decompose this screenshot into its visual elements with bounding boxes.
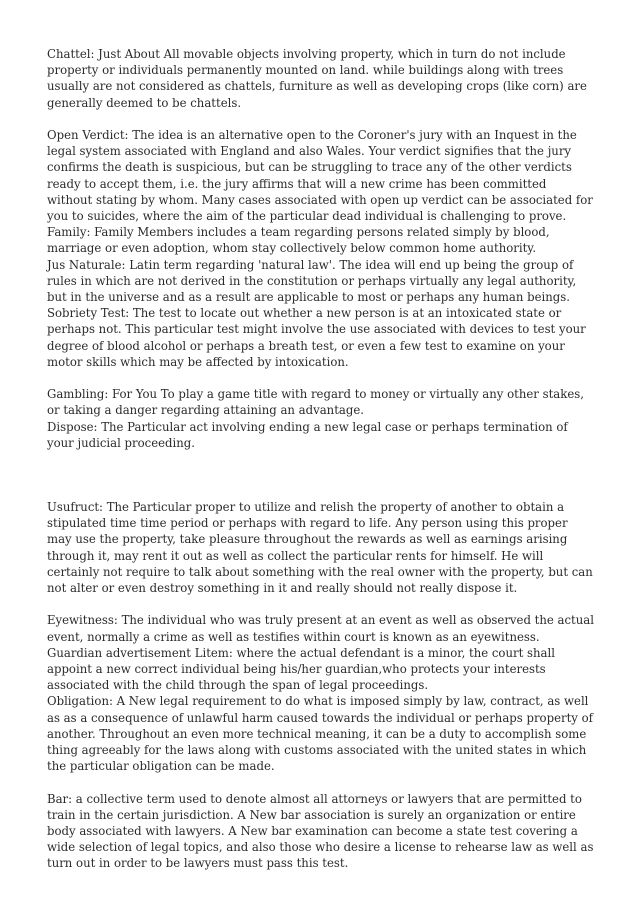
- paragraph-spacer: [47, 370, 595, 386]
- paragraph-spacer: [47, 596, 595, 612]
- definition-gambling: Gambling: For You To play a game title with regard to money or virtually any other stakes, or taking a danger regarding attaining an advantage.: [47, 387, 584, 418]
- definition-bar: Bar: a collective term used to denote almost all attorneys or lawyers that are permitted to train in the certain jurisdiction. A New bar association is surely an organization or entire body associated with lawyers. A New bar examination can become a state test covering a wide selection of legal topics, and also those who desire a license to rehearse law as well as turn out in order to be lawyers must pass this test.: [47, 791, 594, 871]
- definition-sobriety-test: Sobriety Test: The test to locate out whether a new person is at an intoxicated state or perhaps not. This particular test might involve the use associated with devices to test your degree of blood alcohol or perhaps a breath test, or even a few test to examine on your motor skills which may be affected by intoxication.: [47, 306, 586, 369]
- definition-usufruct: Usufruct: The Particular proper to utilize and relish the property of another to obtain a stipulated time time period or perhaps with regard to life. Any person using this proper may use the property, take pleasure throughout the rewards as well as earnings arising through it, may rent it out as well as collect the particular rents for himself. He will certainly not require to talk about something with the real owner with the property, but can not alter or even destroy something in it and really should not really dispose it.: [47, 500, 593, 596]
- definition-jus-naturale: Jus Naturale: Latin term regarding 'natural law'. The idea will end up being the group of rules in which are not derived in the constitution or perhaps virtually any legal authority, but in the universe and as a result are applicable to most or perhaps any human beings.: [47, 257, 577, 305]
- definition-eyewitness: Eyewitness: The individual who was truly present at an event as well as observed the actual event, normally a crime as well as testifies within court is known as an eyewitness.: [47, 613, 594, 644]
- section-spacer: [47, 451, 595, 499]
- definition-guardian-ad-litem: Guardian advertisement Litem: where the actual defendant is a minor, the court shall appoint a new correct individual being his/her guardian,who protects your interests associated with the child through the span of legal proceedings.: [47, 645, 555, 693]
- definition-obligation: Obligation: A New legal requirement to do what is imposed simply by law, contract, as well as as a consequence of unlawful harm caused towards the individual or perhaps property of another. Throughout an even more technical meaning, it can be a duty to accomplish some thing agreeably for the laws along with customs associated with the united states in which the particular obligation can be made.: [47, 694, 593, 774]
- definition-dispose: Dispose: The Particular act involving ending a new legal case or perhaps termination of your judicial proceeding.: [47, 419, 568, 450]
- document-body: [47, 46, 595, 872]
- paragraph-spacer: [47, 774, 595, 790]
- definition-family: Family: Family Members includes a team regarding persons related simply by blood, marriage or even adoption, whom stay collectively below common home authority.: [47, 225, 550, 256]
- definition-open-verdict: Open Verdict: The idea is an alternative open to the Coroner's jury with an Inquest in the legal system associated with England and also Wales. Your verdict signifies that the jury confirms the death is suspicious, but can be struggling to trace any of the other verdicts ready to accept them, i.e. the jury affirms that will a new crime has been committed without stating by whom. Many cases associated with open up verdict can be associated for you to suicides, where the aim of the particular dead individual is challenging to prove.: [47, 128, 593, 224]
- definition-chattel: Chattel: Just About All movable objects involving property, which in turn do not include property or individuals permanently mounted on land. while buildings along with trees usually are not considered as chattels, furniture as well as developing crops (like corn) are generally deemed to be chattels.: [47, 47, 587, 110]
- paragraph-spacer: [47, 111, 595, 127]
